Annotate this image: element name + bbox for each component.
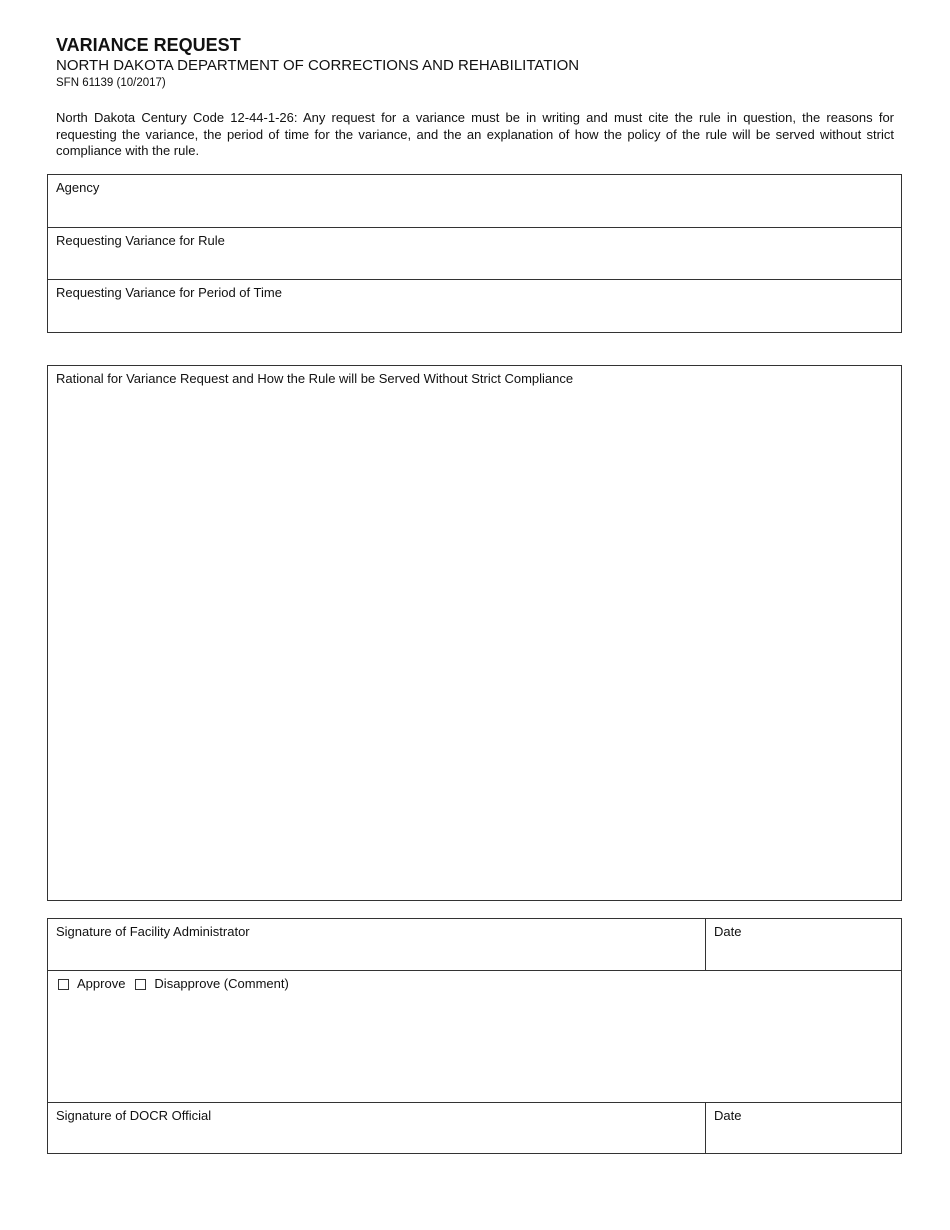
form-header — [56, 35, 896, 90]
facility-date-label: Date — [714, 924, 742, 939]
period-field[interactable] — [48, 280, 901, 332]
agency-label: Agency — [56, 180, 100, 195]
disapprove-checkbox[interactable] — [135, 979, 146, 990]
facility-signature-row — [48, 919, 901, 971]
agency-field[interactable] — [48, 175, 901, 228]
approve-checkbox[interactable] — [58, 979, 69, 990]
docr-signature-row — [48, 1103, 901, 1153]
request-fields-box — [47, 174, 902, 333]
disapprove-label: Disapprove (Comment) — [154, 976, 289, 991]
period-label: Requesting Variance for Period of Time — [56, 285, 282, 300]
rule-label: Requesting Variance for Rule — [56, 233, 225, 248]
intro-paragraph: North Dakota Century Code 12-44-1-26: Any request for a variance must be in writing and must cite the rule in question, the reasons for requesting the variance, the period of time for the variance, and the an explanation of how the policy of the rule will be served without strict compliance with the rule. — [56, 110, 894, 158]
approve-label: Approve — [77, 976, 126, 991]
decision-options — [58, 976, 299, 992]
docr-signature-field[interactable] — [48, 1103, 706, 1153]
department-name: NORTH DAKOTA DEPARTMENT OF CORRECTIONS AND REHABILITATION — [56, 57, 580, 74]
decision-comment-field[interactable] — [48, 971, 901, 1103]
rationale-label: Rational for Variance Request and How the Rule will be Served Without Strict Compliance — [56, 371, 574, 386]
docr-date-label: Date — [714, 1108, 742, 1123]
docr-signature-label: Signature of DOCR Official — [56, 1108, 212, 1123]
facility-date-field[interactable] — [706, 919, 901, 970]
rationale-field[interactable] — [47, 365, 902, 901]
form-number: SFN 61139 (10/2017) — [56, 77, 166, 89]
rule-field[interactable] — [48, 228, 901, 280]
form-title: VARIANCE REQUEST — [56, 35, 241, 55]
facility-signature-field[interactable] — [48, 919, 706, 970]
docr-date-field[interactable] — [706, 1103, 901, 1153]
approval-box — [47, 918, 902, 1154]
facility-signature-label: Signature of Facility Administrator — [56, 924, 250, 939]
